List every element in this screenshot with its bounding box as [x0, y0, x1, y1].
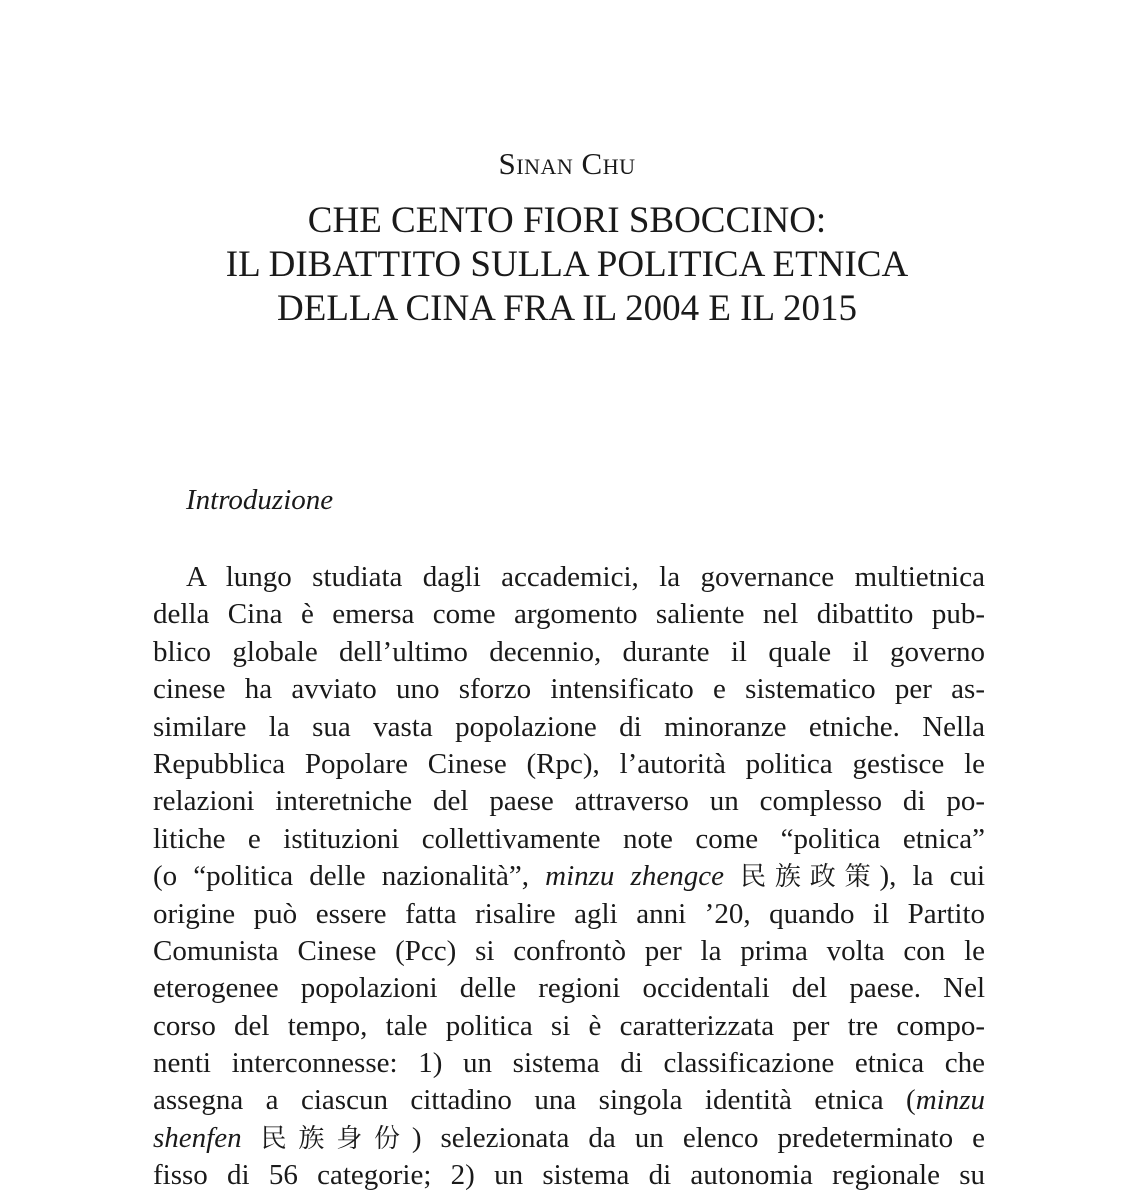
- title-line-2: IL DIBATTITO SULLA POLITICA ETNICA: [225, 244, 909, 285]
- text-line: fisso di 56 categorie; 2) un sistema di autonomia regionale su: [153, 1159, 985, 1192]
- text-line: similare la sua vasta popolazione di minoranze etniche. Nella: [153, 710, 985, 743]
- text-line: relazioni interetniche del paese attraverso un complesso di po-: [153, 785, 985, 818]
- text-line: Comunista Cinese (Pcc) si confrontò per la prima volta con le: [153, 934, 985, 967]
- italic-term: shenfen: [153, 1121, 242, 1154]
- author-name: Sinan Chu: [498, 146, 636, 181]
- text-line: [153, 1082, 985, 1119]
- text-line: origine può essere fatta risalire agli anni ’20, quando il Partito: [153, 897, 985, 930]
- text-segment: assegna a ciascun cittadino una singola identità etnica (: [153, 1084, 916, 1117]
- italic-term: minzu: [915, 1084, 985, 1117]
- title-line-3: DELLA CINA FRA IL 2004 E IL 2015: [277, 288, 857, 329]
- body-paragraph: [153, 559, 985, 1195]
- text-line: A lungo studiata dagli accademici, la governance multietnica: [186, 561, 985, 593]
- text-line: eterogenee popolazioni delle regioni occidentali del paese. Nel: [153, 972, 985, 1005]
- text-line: corso del tempo, tale politica si è caratterizzata per tre compo-: [153, 1009, 985, 1042]
- text-line: della Cina è emersa come argomento saliente nel dibattito pub-: [153, 598, 985, 631]
- chinese-term: 民族政策: [740, 862, 880, 893]
- text-line: cinese ha avviato uno sforzo intensificato e sistematico per as-: [153, 673, 985, 706]
- text-line: [153, 1120, 985, 1157]
- text-line: nenti interconnesse: 1) un sistema di classificazione etnica che: [153, 1047, 985, 1080]
- title-line-1: CHE CENTO FIORI SBOCCINO:: [307, 200, 827, 241]
- text-line: Repubblica Popolare Cinese (Rpc), l’autorità politica gestisce le: [153, 747, 985, 780]
- text-line: [153, 858, 985, 895]
- section-heading: Introduzione: [186, 484, 334, 516]
- text-line: litiche e istituzioni collettivamente note come “politica etnica”: [153, 822, 985, 855]
- text-segment: ) selezionata da un elenco predeterminato e: [411, 1121, 985, 1154]
- chinese-term: 民族身份: [260, 1123, 412, 1154]
- italic-term: minzu zhengce: [545, 860, 724, 893]
- text-segment: (o “politica delle nazionalità”,: [153, 860, 546, 893]
- article-title: [0, 199, 1134, 331]
- text-line: blico globale dell’ultimo decennio, durante il quale il governo: [153, 635, 985, 668]
- text-segment: ), la cui: [879, 860, 986, 893]
